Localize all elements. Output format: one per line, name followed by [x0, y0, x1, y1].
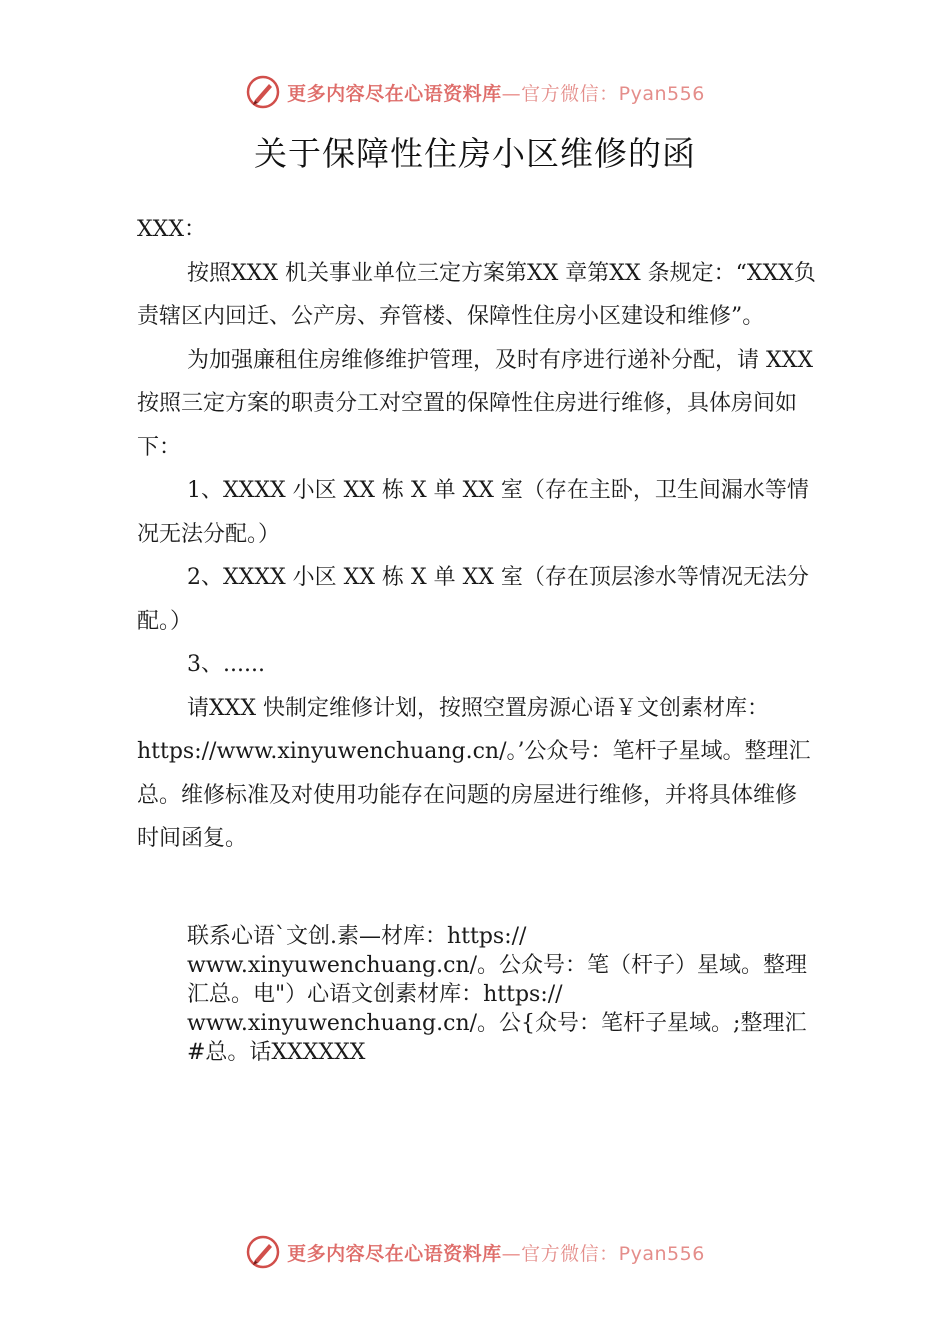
contact-line: www.xinyuwenchuang.cn/。公众号：笔（杆子）星域。整理: [187, 953, 808, 978]
contact-block: [187, 922, 867, 1067]
paragraph-regulation: 按照XXX 机关事业单位三定方案第XX 章第XX 条规定：“XXX负责辖区内回迁、公产房、弃管楼、保障性住房小区建设和维修”。: [137, 260, 816, 329]
paragraph-plan: 请XXX 快制定维修计划，按照空置房源心语￥文创素材库：https://www.xinyuwenchuang.cn/。’公众号：笔杆子星域。整理汇总。维修标准及对使用功能存在问题的房屋进行维修，并将具体维修时间函复。: [137, 695, 811, 851]
list-item-1: 1、XXXX 小区 XX 栋 X 单 XX 室（存在主卧，卫生间漏水等情况无法分配。）: [137, 478, 809, 547]
footer-banner: [0, 1230, 950, 1274]
contact-line: #总。话XXXXXX: [187, 1040, 366, 1065]
document-body: [137, 208, 817, 861]
document-title: 关于保障性住房小区维修的函: [254, 134, 696, 173]
contact-line: 联系心语`文创.素—材库：https://: [187, 924, 527, 949]
contact-line: www.xinyuwenchuang.cn/。公{众号：笔杆子星域。;整理汇: [187, 1011, 807, 1036]
salutation: XXX：: [137, 217, 206, 242]
contact-line: 汇总。电"）心语文创素材库：https://: [187, 982, 563, 1007]
list-item-3: 3、......: [187, 652, 265, 677]
pen-logo-icon: [245, 74, 281, 110]
list-item-2: 2、XXXX 小区 XX 栋 X 单 XX 室（存在顶层渗水等情况无法分配。）: [137, 565, 809, 634]
banner-text: 更多内容尽在心语资料库—官方微信：Pyan556: [287, 1242, 705, 1265]
pen-logo-icon: [245, 1234, 281, 1270]
banner-text: 更多内容尽在心语资料库—官方微信：Pyan556: [287, 82, 705, 105]
header-banner: [0, 70, 950, 114]
paragraph-request: 为加强廉租住房维修维护管理，及时有序进行递补分配，请 XXX 按照三定方案的职责分工对空置的保障性住房进行维修，具体房间如下：: [137, 347, 813, 460]
